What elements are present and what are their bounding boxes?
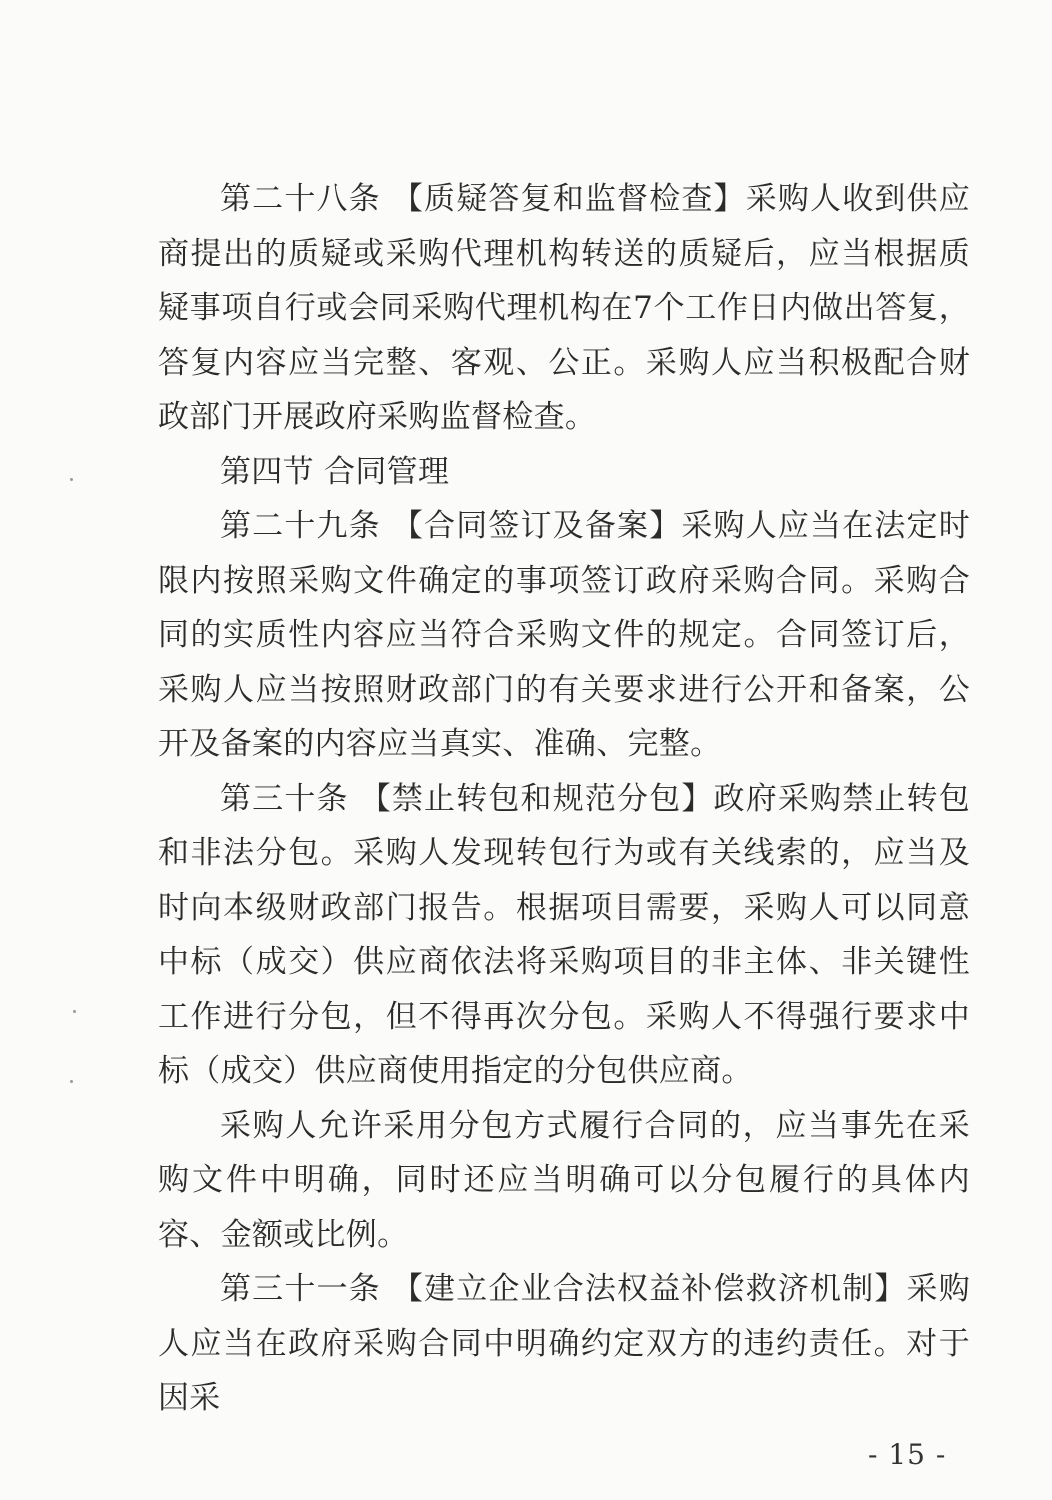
article-28-paragraph: 第二十八条 【质疑答复和监督检查】采购人收到供应商提出的质疑或采购代理机构转送的质疑后，应当根据质疑事项自行或会同采购代理机构在7个工作日内做出答复，答复内容应当完整、客观、公正。采购人应当积极配合财政部门开展政府采购监督检查。	[158, 181, 970, 435]
article-31-paragraph: 第三十一条 【建立企业合法权益补偿救济机制】采购人应当在政府采购合同中明确约定双方的违约责任。对于因采	[158, 1271, 970, 1416]
document-body	[158, 172, 970, 1426]
scan-speck	[70, 1080, 73, 1083]
article-30-paragraph: 第三十条 【禁止转包和规范分包】政府采购禁止转包和非法分包。采购人发现转包行为或有关线索的，应当及时向本级财政部门报告。根据项目需要，采购人可以同意中标（成交）供应商依法将采购项目的非主体、非关键性工作进行分包，但不得再次分包。采购人不得强行要求中标（成交）供应商使用指定的分包供应商。	[158, 780, 970, 1089]
scan-speck	[73, 1010, 76, 1013]
section-heading-contract-management: 第四节 合同管理	[220, 453, 450, 490]
subcontract-paragraph: 采购人允许采用分包方式履行合同的，应当事先在采购文件中明确，同时还应当明确可以分包履行的具体内容、金额或比例。	[158, 1107, 970, 1253]
page-number: - 15 -	[868, 1438, 947, 1471]
article-29-paragraph: 第二十九条 【合同签订及备案】采购人应当在法定时限内按照采购文件确定的事项签订政府采购合同。采购合同的实质性内容应当符合采购文件的规定。合同签订后，采购人应当按照财政部门的有关要求进行公开和备案，公开及备案的内容应当真实、准确、完整。	[158, 508, 970, 762]
scan-speck	[70, 478, 73, 481]
